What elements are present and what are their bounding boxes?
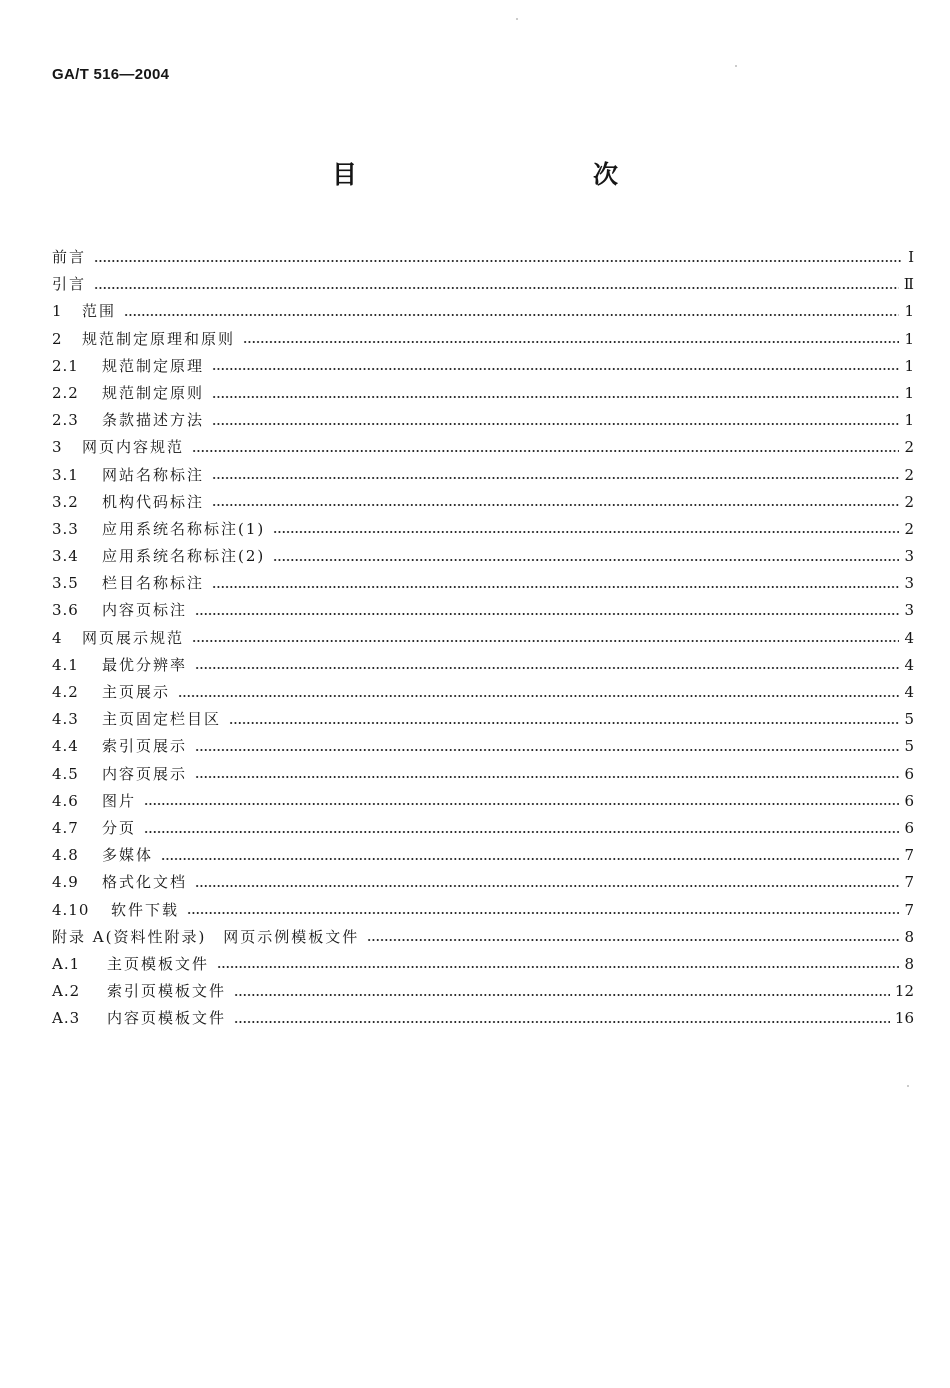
toc-entry-page: 6 <box>904 764 914 783</box>
toc-entry-title: 条款描述方法 <box>102 411 205 430</box>
toc-entry-number: 2.2 <box>52 383 79 402</box>
dot-leader <box>195 776 899 778</box>
toc-entry-title: 主页模板文件 <box>107 954 210 973</box>
toc-entry-number: A.1 <box>52 954 81 973</box>
dot-leader <box>273 559 899 561</box>
toc-entry-number: 3.1 <box>52 465 79 484</box>
toc-entry[interactable] <box>52 271 914 298</box>
dot-leader <box>195 667 899 669</box>
toc-entry-page: 2 <box>904 465 914 484</box>
dot-leader <box>195 885 899 887</box>
toc-entry-title: 内容页模板文件 <box>107 1009 227 1028</box>
toc-entry[interactable] <box>52 462 914 489</box>
toc-entry-title: 索引页展示 <box>102 737 188 756</box>
toc-entry[interactable] <box>52 924 914 951</box>
toc-entry-title: 规范制定原理 <box>102 356 205 375</box>
toc-entry-number: 3.4 <box>52 547 79 566</box>
dot-leader <box>192 450 899 452</box>
toc-entry-number: 2 <box>52 329 63 348</box>
toc-entry-title: 引言 <box>52 275 87 294</box>
toc-entry-title: 主页展示 <box>102 683 171 701</box>
toc-entry-title: 最优分辨率 <box>102 655 188 674</box>
toc-entry-title: 网页展示规范 <box>82 628 185 647</box>
toc-entry-page: 7 <box>904 873 914 892</box>
toc-entry-number: A.3 <box>52 1009 81 1028</box>
dot-leader <box>192 640 899 642</box>
toc-entry[interactable] <box>52 244 914 271</box>
dot-leader <box>234 1021 890 1023</box>
toc-entry-page: 4 <box>904 655 914 674</box>
toc-entry-title: 网页内容规范 <box>82 438 185 457</box>
toc-entry-number: 3.3 <box>52 519 79 538</box>
toc-entry-title: 内容页标注 <box>102 601 188 620</box>
toc-entry[interactable] <box>52 380 914 407</box>
toc-entry-page: 3 <box>904 547 914 566</box>
dot-leader <box>94 287 899 289</box>
toc-entry-page: 16 <box>894 1009 914 1028</box>
toc-entry-title: 多媒体 <box>102 846 154 865</box>
toc-entry-number: 4.2 <box>52 683 79 701</box>
dot-leader <box>178 695 899 697</box>
toc-entry-page: 3 <box>904 601 914 620</box>
dot-leader <box>273 531 899 533</box>
toc-entry-number: 3.6 <box>52 601 79 620</box>
toc-entry-number: A.2 <box>52 982 81 1001</box>
document-code: GA/T 516—2004 <box>52 66 170 83</box>
toc-entry-page: 1 <box>904 356 914 375</box>
toc-entry[interactable] <box>52 570 914 597</box>
toc-entry-page: 2 <box>904 492 914 511</box>
dot-leader <box>187 912 899 914</box>
toc-entry-page: 5 <box>904 710 914 729</box>
toc-entry[interactable] <box>52 489 914 516</box>
toc-entry[interactable] <box>52 842 914 869</box>
toc-entry[interactable] <box>52 761 914 788</box>
toc-entry[interactable] <box>52 733 914 760</box>
toc-entry-page: 4 <box>904 628 914 647</box>
toc-entry-title: 范围 <box>82 302 117 321</box>
toc-entry-number: 4 <box>52 628 63 647</box>
toc-entry-title: 图片 <box>102 791 137 810</box>
dot-leader <box>367 939 899 941</box>
page-title: 目 次 <box>331 160 680 189</box>
toc-entry-page: 1 <box>904 383 914 402</box>
toc-entry-number: 4.6 <box>52 791 79 810</box>
toc-entry-number: 3 <box>52 438 63 457</box>
toc-entry-title: 网站名称标注 <box>102 465 205 484</box>
toc-entry-page: 5 <box>904 737 914 756</box>
toc-entry-number: 4.3 <box>52 710 79 729</box>
toc-entry-page: 1 <box>904 329 914 348</box>
toc-entry[interactable] <box>52 353 914 380</box>
scan-speck <box>907 1085 909 1087</box>
toc-entry-page: 3 <box>904 574 914 593</box>
toc-entry-page: 8 <box>904 954 914 973</box>
toc-entry-page: 6 <box>904 818 914 837</box>
table-of-contents <box>52 244 914 1032</box>
dot-leader <box>243 341 899 343</box>
toc-entry-number: 2.3 <box>52 411 79 430</box>
toc-entry-number: 4.9 <box>52 873 79 892</box>
dot-leader <box>212 368 899 370</box>
toc-entry[interactable] <box>52 978 914 1005</box>
toc-entry-number: 4.10 <box>52 900 90 919</box>
toc-entry[interactable] <box>52 679 914 706</box>
dot-leader <box>229 722 899 724</box>
toc-entry-number: 3.2 <box>52 492 79 511</box>
dot-leader <box>212 586 899 588</box>
toc-entry-title: 规范制定原理和原则 <box>82 329 236 348</box>
toc-entry[interactable] <box>52 434 914 461</box>
toc-entry-number: 4.4 <box>52 737 79 756</box>
toc-entry[interactable] <box>52 516 914 543</box>
dot-leader <box>212 423 899 425</box>
toc-entry-number: 4.1 <box>52 655 79 674</box>
dot-leader <box>144 803 899 805</box>
toc-entry-number: 4.7 <box>52 818 79 837</box>
toc-entry[interactable] <box>52 298 914 325</box>
dot-leader <box>212 477 899 479</box>
scan-speck <box>735 65 737 67</box>
toc-entry-title: 主页固定栏目区 <box>102 710 222 729</box>
toc-entry[interactable] <box>52 706 914 733</box>
dot-leader <box>212 396 899 398</box>
toc-entry-number: 1 <box>52 302 63 321</box>
toc-entry-title: 应用系统名称标注(2) <box>102 547 266 566</box>
toc-entry-page: 4 <box>904 683 914 701</box>
toc-entry-page: I <box>908 248 914 266</box>
toc-entry-page: 7 <box>904 846 914 865</box>
toc-entry-title: 格式化文档 <box>102 873 188 892</box>
toc-entry[interactable] <box>52 543 914 570</box>
toc-entry-page: Ⅱ <box>903 275 914 294</box>
toc-entry-title: 机构代码标注 <box>102 492 205 511</box>
toc-entry[interactable] <box>52 788 914 815</box>
toc-entry[interactable] <box>52 869 914 896</box>
toc-entry-title: 规范制定原则 <box>102 383 205 402</box>
toc-entry-title: 索引页模板文件 <box>107 982 227 1001</box>
toc-entry-title: 软件下载 <box>111 900 180 919</box>
toc-entry-page: 1 <box>904 302 914 321</box>
dot-leader <box>161 858 899 860</box>
toc-entry-title: 应用系统名称标注(1) <box>102 519 266 538</box>
dot-leader <box>94 260 901 262</box>
toc-entry-number: 3.5 <box>52 574 79 593</box>
dot-leader <box>212 504 899 506</box>
toc-entry[interactable] <box>52 951 914 978</box>
toc-entry-title: 栏目名称标注 <box>102 574 205 593</box>
toc-entry-page: 6 <box>904 791 914 810</box>
dot-leader <box>144 831 899 833</box>
toc-entry-title: 附录 A(资料性附录) 网页示例模板文件 <box>52 927 360 946</box>
scan-speck <box>516 18 518 20</box>
toc-entry-title: 分页 <box>102 818 137 837</box>
dot-leader <box>195 613 899 615</box>
toc-entry-page: 8 <box>904 927 914 946</box>
toc-entry[interactable] <box>52 815 914 842</box>
toc-entry[interactable] <box>52 625 914 652</box>
dot-leader <box>234 994 890 996</box>
toc-entry[interactable] <box>52 326 914 353</box>
toc-entry-number: 4.5 <box>52 764 79 783</box>
toc-entry-page: 12 <box>894 982 914 1001</box>
dot-leader <box>195 749 899 751</box>
toc-entry-number: 2.1 <box>52 356 79 375</box>
dot-leader <box>217 966 899 968</box>
toc-entry[interactable] <box>52 897 914 924</box>
dot-leader <box>124 314 899 316</box>
toc-entry-number: 4.8 <box>52 846 79 865</box>
toc-entry-page: 7 <box>904 900 914 919</box>
toc-entry[interactable] <box>52 597 914 624</box>
toc-entry[interactable] <box>52 407 914 434</box>
toc-entry-page: 2 <box>904 438 914 457</box>
toc-entry-title: 内容页展示 <box>102 764 188 783</box>
toc-entry[interactable] <box>52 1005 914 1032</box>
toc-entry-page: 2 <box>904 519 914 538</box>
toc-entry-title: 前言 <box>52 248 87 266</box>
toc-entry[interactable] <box>52 652 914 679</box>
toc-entry-page: 1 <box>904 411 914 430</box>
